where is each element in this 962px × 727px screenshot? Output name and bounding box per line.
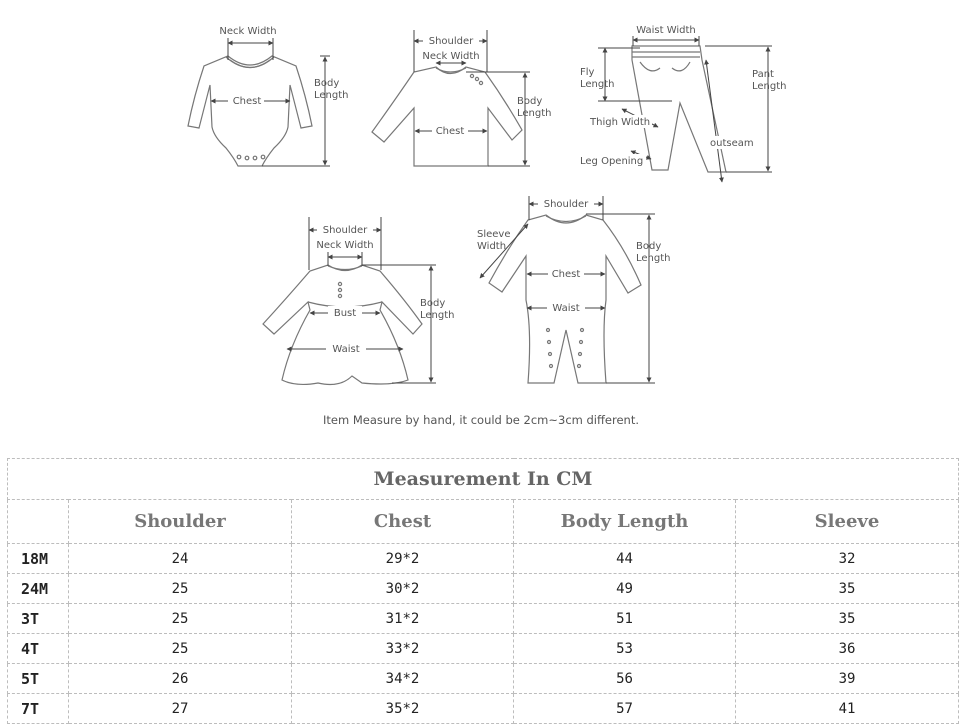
table-row bbox=[8, 694, 959, 724]
table-row bbox=[8, 574, 959, 604]
romper-shoulder-label: Shoulder bbox=[543, 199, 589, 210]
bodysuit-figure bbox=[188, 26, 349, 166]
top-chest-label: Chest bbox=[435, 126, 465, 137]
pants-outseam-label: outseam bbox=[710, 138, 754, 149]
top-shoulder-label: Shoulder bbox=[428, 36, 474, 47]
sleeve-cell: 36 bbox=[736, 634, 959, 664]
body-length-cell: 51 bbox=[514, 604, 736, 634]
header-chest: Chest bbox=[292, 500, 514, 544]
pants-figure bbox=[578, 25, 787, 182]
pants-fly-length-label: Fly Length bbox=[580, 67, 615, 90]
size-cell: 24M bbox=[8, 574, 69, 604]
pants-thigh-width-label: Thigh Width bbox=[590, 117, 651, 128]
shoulder-cell: 26 bbox=[69, 664, 292, 694]
size-cell: 7T bbox=[8, 694, 69, 724]
bodysuit-body-length-label: Body Length bbox=[314, 78, 349, 101]
size-cell: 18M bbox=[8, 544, 69, 574]
dress-figure bbox=[263, 217, 455, 384]
chest-cell: 30*2 bbox=[292, 574, 514, 604]
pants-pant-length-label: Pant Length bbox=[752, 69, 787, 92]
table-row bbox=[8, 544, 959, 574]
sleeve-cell: 32 bbox=[736, 544, 959, 574]
romper-waist-label: Waist bbox=[552, 303, 580, 314]
shoulder-cell: 24 bbox=[69, 544, 292, 574]
shoulder-cell: 25 bbox=[69, 574, 292, 604]
body-length-cell: 44 bbox=[514, 544, 736, 574]
chest-cell: 29*2 bbox=[292, 544, 514, 574]
table-row bbox=[8, 664, 959, 694]
bodysuit-neck-width-label: Neck Width bbox=[219, 26, 277, 37]
chest-cell: 34*2 bbox=[292, 664, 514, 694]
sleeve-cell: 41 bbox=[736, 694, 959, 724]
dress-neck-width-label: Neck Width bbox=[316, 240, 374, 251]
body-length-cell: 56 bbox=[514, 664, 736, 694]
header-sleeve: Sleeve bbox=[736, 500, 959, 544]
size-cell: 4T bbox=[8, 634, 69, 664]
header-size bbox=[8, 500, 69, 544]
sleeve-cell: 39 bbox=[736, 664, 959, 694]
table-caption: Measurement In CM bbox=[8, 459, 959, 500]
size-cell: 3T bbox=[8, 604, 69, 634]
top-body-length-label: Body Length bbox=[517, 96, 552, 119]
romper-sleeve-width-label: Sleeve Width bbox=[477, 229, 511, 252]
size-cell: 5T bbox=[8, 664, 69, 694]
dress-body-length-label: Body Length bbox=[420, 298, 455, 321]
dress-bust-label: Bust bbox=[333, 308, 357, 319]
body-length-cell: 49 bbox=[514, 574, 736, 604]
dress-waist-label: Waist bbox=[332, 344, 360, 355]
romper-chest-label: Chest bbox=[551, 269, 581, 280]
sleeve-cell: 35 bbox=[736, 604, 959, 634]
top-figure bbox=[372, 30, 552, 166]
romper-figure bbox=[477, 196, 671, 383]
chest-cell: 31*2 bbox=[292, 604, 514, 634]
header-shoulder: Shoulder bbox=[69, 500, 292, 544]
chest-cell: 35*2 bbox=[292, 694, 514, 724]
size-chart-table bbox=[7, 458, 959, 724]
pants-waist-width-label: Waist Width bbox=[636, 25, 696, 36]
top-neck-width-label: Neck Width bbox=[422, 51, 480, 62]
body-length-cell: 57 bbox=[514, 694, 736, 724]
shoulder-cell: 25 bbox=[69, 634, 292, 664]
table-row bbox=[8, 604, 959, 634]
sleeve-cell: 35 bbox=[736, 574, 959, 604]
shoulder-cell: 25 bbox=[69, 604, 292, 634]
table-header-row bbox=[8, 500, 959, 544]
header-body-length: Body Length bbox=[514, 500, 736, 544]
shoulder-cell: 27 bbox=[69, 694, 292, 724]
table-row bbox=[8, 634, 959, 664]
table-caption-row bbox=[8, 459, 959, 500]
measure-note: Item Measure by hand, it could be 2cm~3cm different. bbox=[322, 413, 640, 427]
bodysuit-chest-label: Chest bbox=[232, 96, 262, 107]
dress-shoulder-label: Shoulder bbox=[322, 225, 368, 236]
body-length-cell: 53 bbox=[514, 634, 736, 664]
pants-leg-opening-label: Leg Opening bbox=[580, 156, 644, 167]
chest-cell: 33*2 bbox=[292, 634, 514, 664]
romper-body-length-label: Body Length bbox=[636, 241, 671, 264]
